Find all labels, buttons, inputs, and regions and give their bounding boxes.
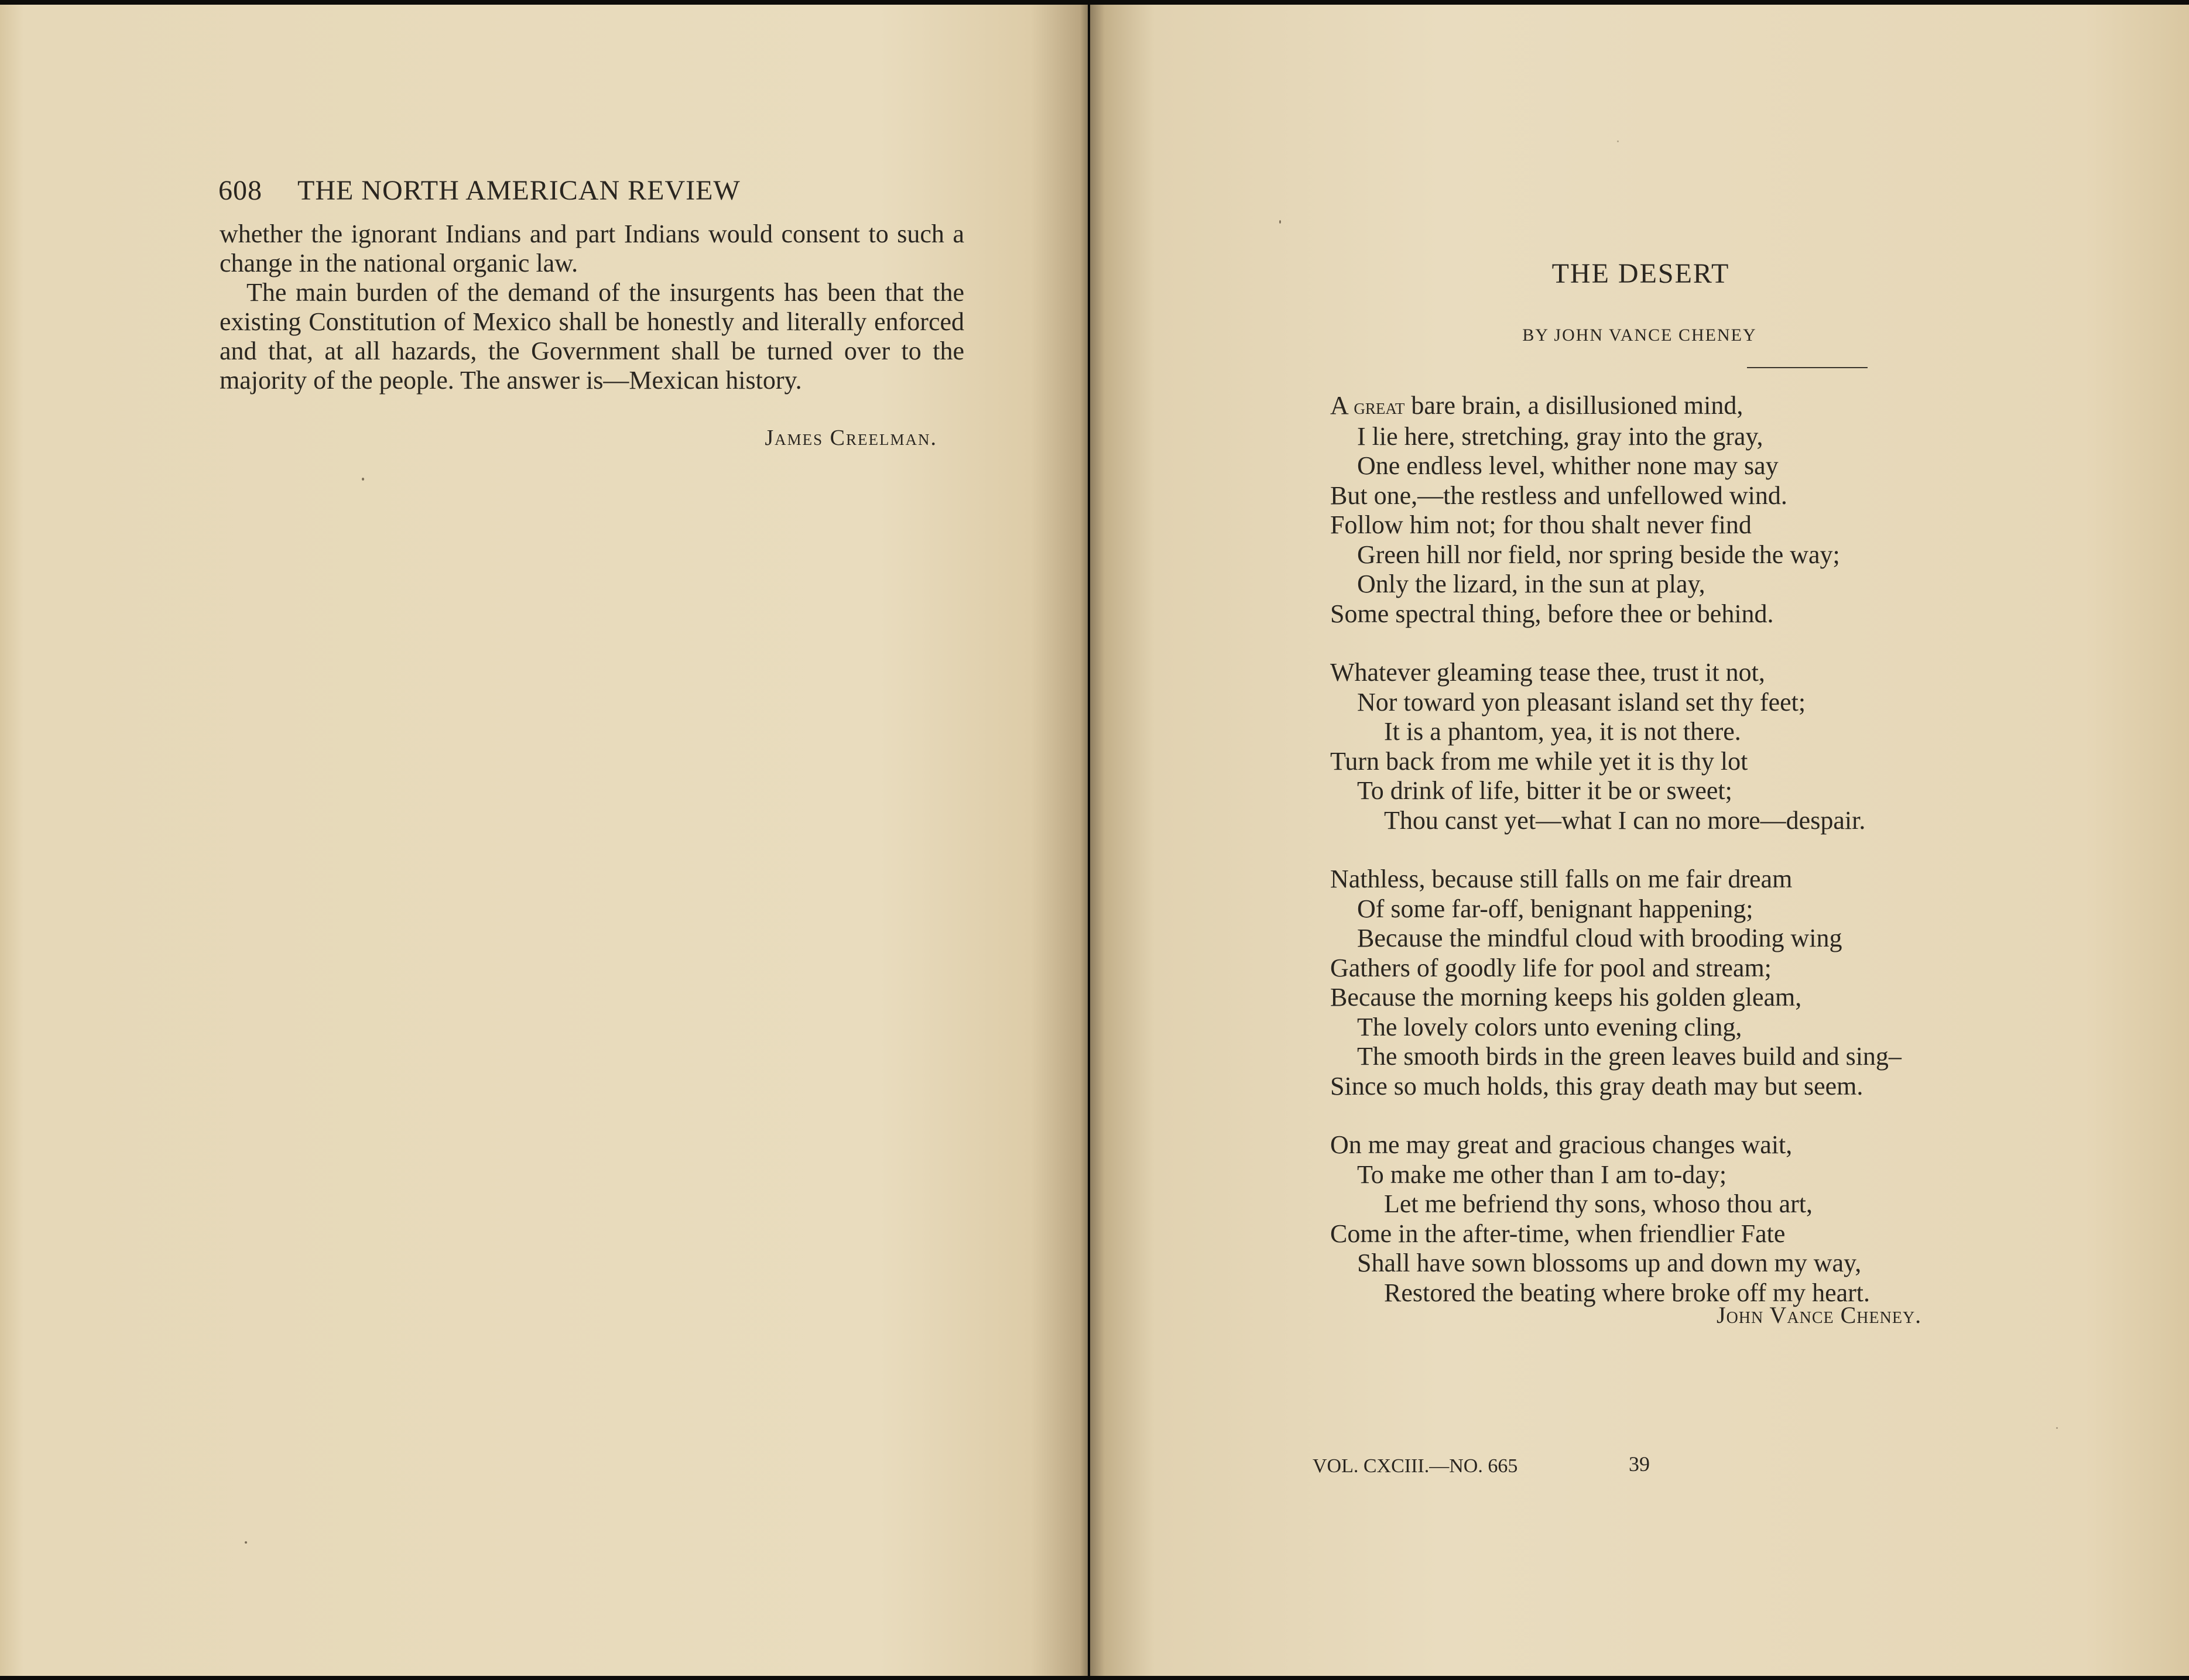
article-text bbox=[220, 220, 964, 395]
poem-line: It is a phantom, yea, it is not there. bbox=[1384, 717, 1741, 746]
paper-speck bbox=[2056, 1427, 2058, 1429]
poem-line: Some spectral thing, before thee or behind. bbox=[1330, 599, 1774, 628]
volume-footer: VOL. CXCIII.—NO. 665 bbox=[1313, 1455, 1518, 1477]
poem-line: Come in the after-time, when friendlier Fate bbox=[1330, 1219, 1786, 1248]
poem-line bbox=[1330, 391, 1902, 422]
stanza bbox=[1330, 658, 1902, 835]
paper-speck bbox=[245, 1541, 247, 1544]
poem-line: Only the lizard, in the sun at play, bbox=[1357, 570, 1705, 598]
page-number: 608 bbox=[218, 175, 262, 206]
signature-number: 39 bbox=[1629, 1452, 1650, 1476]
byline: BY JOHN VANCE CHENEY bbox=[1522, 325, 1757, 345]
poem-line: I lie here, stretching, gray into the gray, bbox=[1357, 421, 1763, 451]
paragraph: The main burden of the demand of the insurgents has been that the existing Constitution of Mexico shall be honestly and literally enforced and that, at all hazards, the Government shall be turned over to the majority of the people. The answer is—Mexican history. bbox=[220, 278, 964, 395]
poem-line: On me may great and gracious changes wait, bbox=[1330, 1130, 1793, 1159]
poem-line: Let me befriend thy sons, whoso thou art, bbox=[1384, 1189, 1813, 1218]
stanza bbox=[1330, 1130, 1902, 1308]
poem-line: To drink of life, bitter it be or sweet; bbox=[1357, 776, 1732, 805]
title-rule bbox=[1747, 367, 1868, 368]
poem-line: Green hill nor field, nor spring beside the way; bbox=[1357, 540, 1840, 569]
running-head bbox=[218, 174, 741, 207]
poem-line: To make me other than I am to-day; bbox=[1357, 1160, 1727, 1189]
left-page bbox=[0, 5, 1088, 1676]
poem-line: Gathers of goodly life for pool and stream; bbox=[1330, 953, 1772, 982]
poem-line: The lovely colors unto evening cling, bbox=[1357, 1012, 1742, 1041]
poem-line: Because the mindful cloud with brooding wing bbox=[1357, 924, 1842, 952]
poem-line: But one,—the restless and unfellowed wind. bbox=[1330, 481, 1787, 510]
poet-signature: John Vance Cheney. bbox=[1717, 1302, 1922, 1328]
paper-speck bbox=[1617, 140, 1619, 142]
poem-line: Nor toward yon pleasant island set thy feet; bbox=[1357, 687, 1806, 716]
first-word-lead: A bbox=[1330, 391, 1348, 420]
paragraph: whether the ignorant Indians and part Indians would consent to such a change in the national organic law. bbox=[220, 220, 964, 277]
journal-title: THE NORTH AMERICAN REVIEW bbox=[297, 175, 741, 206]
author-signature: James Creelman. bbox=[765, 426, 937, 450]
stanza bbox=[1330, 391, 1902, 629]
poem-line: Because the morning keeps his golden gleam, bbox=[1330, 983, 1802, 1012]
poem bbox=[1330, 391, 1902, 1337]
right-page bbox=[1090, 5, 2189, 1676]
paper-speck bbox=[1279, 220, 1281, 224]
poem-line: Whatever gleaming tease thee, trust it not, bbox=[1330, 658, 1765, 687]
stanza bbox=[1330, 865, 1902, 1101]
poem-line: Thou canst yet—what I can no more—despair. bbox=[1384, 805, 1866, 835]
poem-line-text: bare brain, a disillusioned mind, bbox=[1404, 391, 1743, 420]
poem-line: Nathless, because still falls on me fair dream bbox=[1330, 865, 1793, 893]
poem-title: THE DESERT bbox=[1551, 258, 1730, 289]
poem-line: Turn back from me while yet it is thy lot bbox=[1330, 746, 1748, 776]
poem-line: Of some far-off, benignant happening; bbox=[1357, 894, 1753, 923]
poem-line: Since so much holds, this gray death may but seem. bbox=[1330, 1071, 1863, 1100]
first-word-rest: great bbox=[1354, 395, 1405, 419]
poem-line: One endless level, whither none may say bbox=[1357, 451, 1779, 480]
paper-speck bbox=[362, 478, 364, 481]
poem-line: Follow him not; for thou shalt never find bbox=[1330, 510, 1752, 539]
poem-line: The smooth birds in the green leaves build and sing– bbox=[1357, 1042, 1902, 1071]
poem-line: Restored the beating where broke off my heart. bbox=[1384, 1278, 1871, 1307]
poem-line: Shall have sown blossoms up and down my way, bbox=[1357, 1249, 1862, 1277]
